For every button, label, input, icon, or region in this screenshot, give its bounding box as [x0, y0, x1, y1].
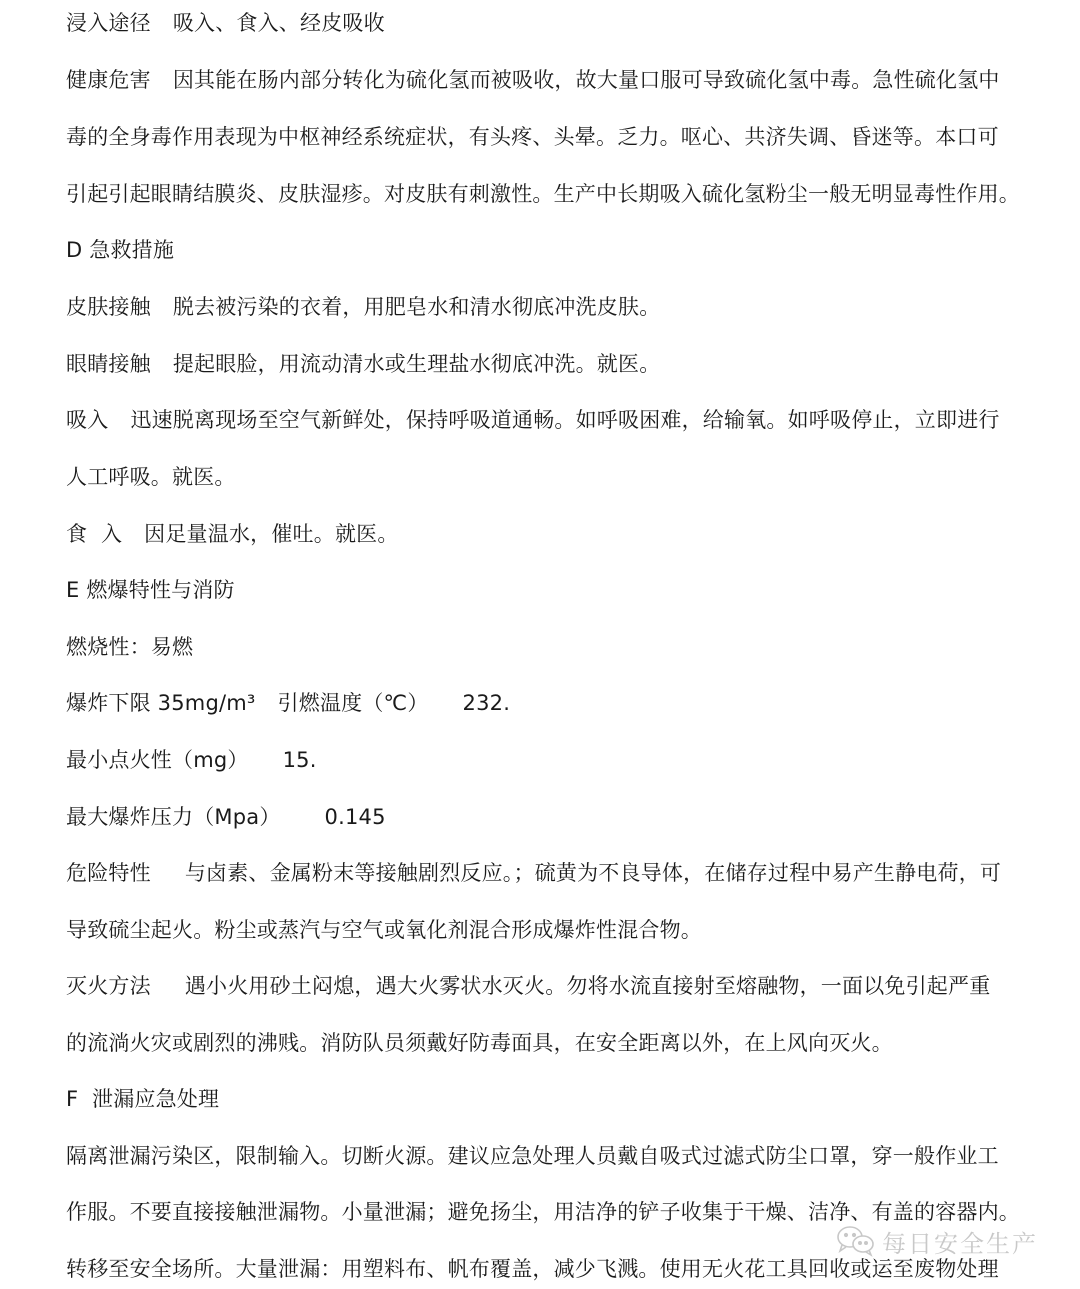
- doc-line-inhalation-cont: 人工呼吸。就医。: [66, 465, 236, 489]
- field-value: 232.: [462, 691, 511, 715]
- doc-line-skin-contact: [66, 287, 660, 327]
- doc-line-eye-contact: [66, 344, 660, 384]
- field-value: 0.145: [324, 805, 386, 829]
- doc-line-leak-3: 转移至安全场所。大量泄漏：用塑料布、帆布覆盖，减少飞溅。使用无火花工具回收或运至废物处理: [66, 1257, 999, 1281]
- doc-line-health-hazard: [66, 60, 1000, 100]
- doc-line-hazard-properties-cont: 导致硫尘起火。粉尘或蒸汽与空气或氧化剂混合形成爆炸性混合物。: [66, 918, 702, 942]
- field-label: 危险特性: [66, 861, 151, 885]
- doc-line-max-explosion-pressure: [66, 797, 386, 837]
- section-heading-leak-response: F 泄漏应急处理: [66, 1087, 220, 1111]
- doc-line-leak-2: 作服。不要直接接触泄漏物。小量泄漏；避免扬尘，用洁净的铲子收集于干燥、洁净、有盖的容器内。: [66, 1200, 1020, 1224]
- doc-line-leak-1: 隔离泄漏污染区，限制输入。切断火源。建议应急处理人员戴自吸式过滤式防尘口罩，穿一般作业工: [66, 1144, 999, 1168]
- field-value: 15.: [282, 748, 317, 772]
- doc-line-hazard-properties: [66, 853, 1001, 893]
- doc-line-health-hazard-cont-2: 引起引起眼睛结膜炎、皮肤湿疹。对皮肤有刺激性。生产中长期吸入硫化氢粉尘一般无明显毒性作用。: [66, 182, 1020, 206]
- field-text: 因足量温水，催吐。就医。: [144, 522, 399, 546]
- field-text: 与卤素、金属粉末等接触剧烈反应。；硫黄为不良导体，在储存过程中易产生静电荷，可: [184, 861, 1002, 885]
- doc-line-health-hazard-cont-1: 毒的全身毒作用表现为中枢神经系统症状，有头疼、头晕。乏力。呕心、共济失调、昏迷等。本口可: [66, 125, 999, 149]
- section-heading-first-aid: D 急救措施: [66, 238, 175, 262]
- doc-line-ingestion: [66, 514, 399, 554]
- field-text: 提起眼脸，用流动清水或生理盐水彻底冲洗。就医。: [172, 352, 661, 376]
- field-label: 浸入途径: [66, 11, 151, 35]
- field-text: 脱去被污染的衣着，用肥皂水和清水彻底冲洗皮肤。: [172, 295, 661, 319]
- field-label: 健康危害: [66, 68, 151, 92]
- section-heading-fire-explosion: E 燃爆特性与消防: [66, 578, 235, 602]
- watermark-text: 每日安全生产: [882, 1229, 1038, 1258]
- doc-line-explosion-limit: [66, 683, 510, 723]
- doc-line-extinguishing: [66, 966, 990, 1006]
- doc-line-flammability: 燃烧性：易燃: [66, 635, 194, 659]
- field-label: 皮肤接触: [66, 295, 151, 319]
- field-label: 灭火方法: [66, 974, 151, 998]
- doc-line-route: [66, 3, 385, 43]
- field-label: 吸入: [66, 408, 109, 432]
- field-text: 吸入、食入、经皮吸收: [172, 11, 385, 35]
- doc-line-extinguishing-cont: 的流淌火灾或剧烈的沸贱。消防队员须戴好防毒面具，在安全距离以外，在上风向灭火。: [66, 1031, 893, 1055]
- field-text: 迅速脱离现场至空气新鲜处，保持呼吸道通畅。如呼吸困难，给输氧。如呼吸停止，立即进行: [130, 408, 1000, 432]
- field-label: 食 入: [66, 522, 123, 546]
- doc-line-min-ignition: [66, 740, 317, 780]
- doc-line-inhalation: [66, 400, 1000, 440]
- field-label: 最小点火性（mg）: [66, 748, 249, 772]
- field-label: 最大爆炸压力（Mpa）: [66, 805, 281, 829]
- field-text: 因其能在肠内部分转化为硫化氢而被吸收，故大量口服可导致硫化氢中毒。急性硫化氢中: [172, 68, 1000, 92]
- field-text: 引燃温度（℃）: [277, 691, 429, 715]
- field-label: 眼睛接触: [66, 352, 151, 376]
- field-label: 爆炸下限 35mg/m³: [66, 691, 256, 715]
- field-text: 遇小火用砂土闷熄，遇大火雾状水灭火。勿将水流直接射至熔融物，一面以免引起严重: [184, 974, 991, 998]
